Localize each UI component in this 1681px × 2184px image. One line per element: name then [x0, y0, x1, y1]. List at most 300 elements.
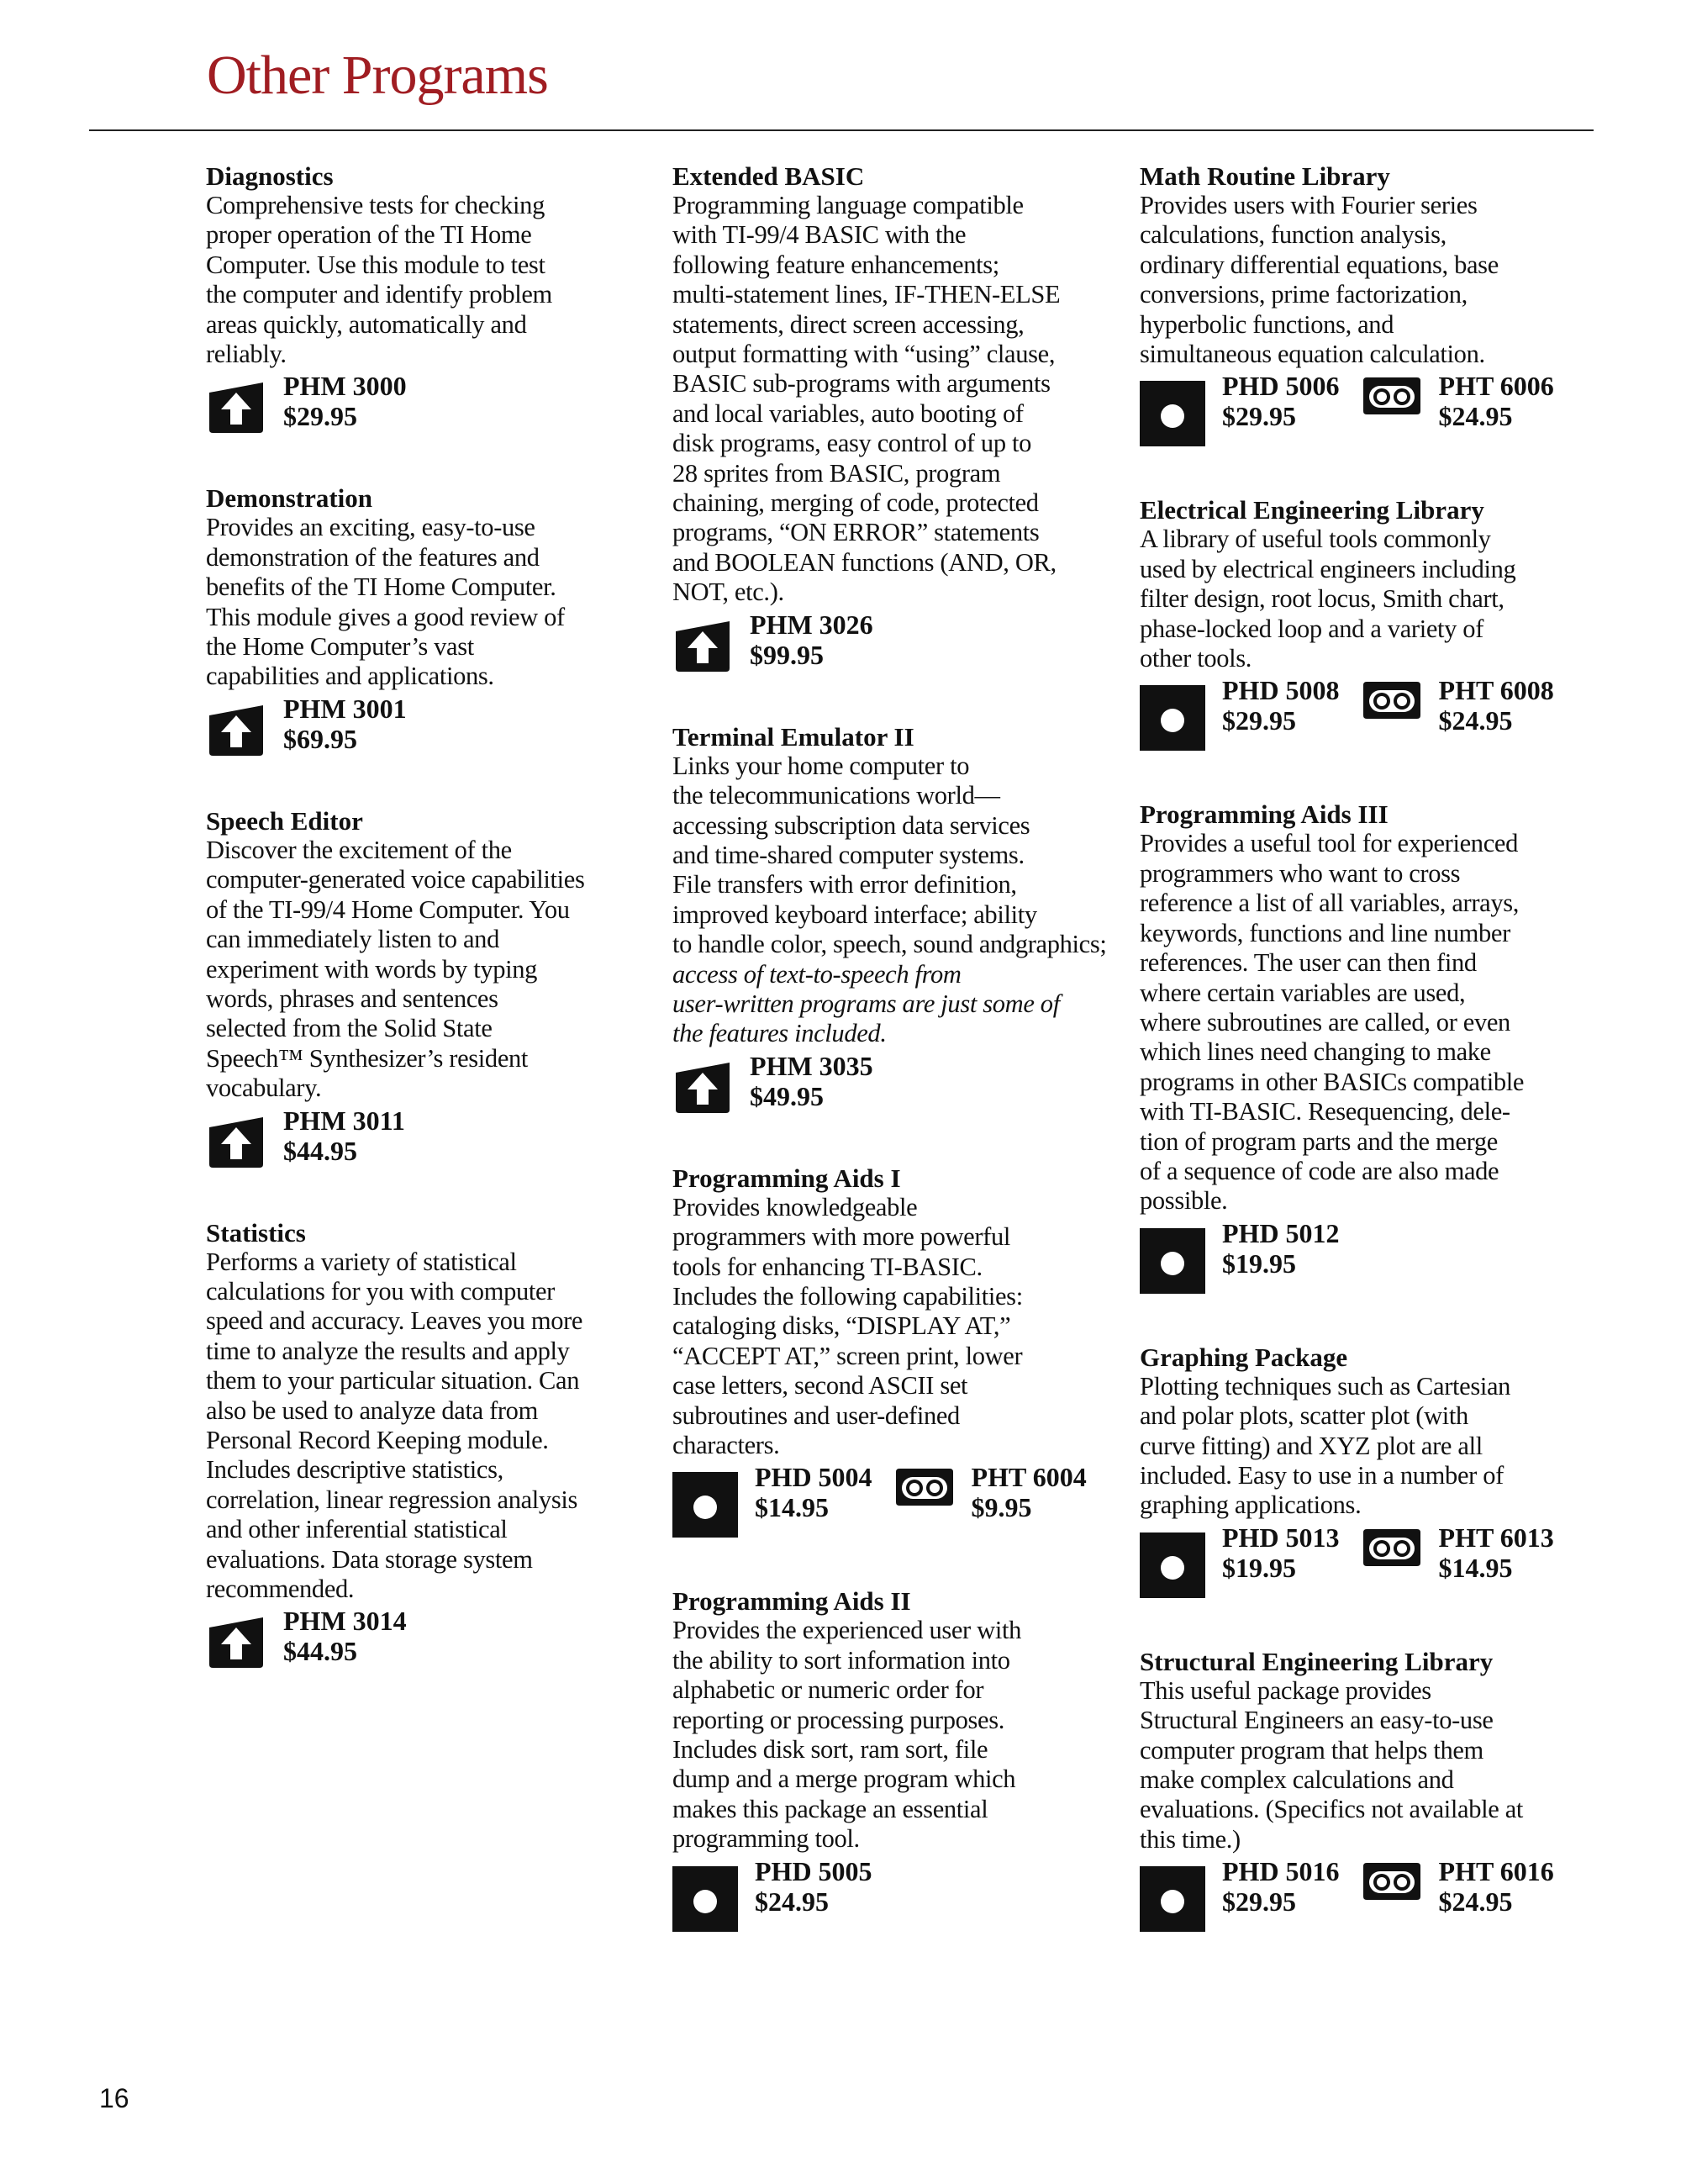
product-list	[1140, 371, 1594, 446]
program-title: Terminal Emulator II	[672, 721, 914, 752]
description-text: capabilities and applications.	[206, 662, 494, 691]
description-text: reporting or processing purposes.	[672, 1705, 1005, 1734]
description-text: where subroutines are called, or even	[1140, 1007, 1510, 1037]
product-info	[1439, 371, 1554, 431]
product-price: $44.95	[283, 1636, 357, 1667]
description-line	[672, 518, 1118, 547]
description-line	[206, 895, 643, 925]
program-entry	[672, 1163, 1118, 1538]
description-text: Comprehensive tests for checking	[206, 191, 545, 219]
description-text: evaluations. Data storage system	[206, 1544, 533, 1574]
product-list	[206, 371, 643, 435]
description-line	[206, 1074, 643, 1103]
product-list	[206, 1105, 643, 1169]
cassette-tape-icon	[1362, 1527, 1422, 1568]
description-text: where certain variables are used,	[1140, 978, 1466, 1007]
program-description	[1140, 191, 1594, 369]
product-code: PHD 5013	[1222, 1522, 1340, 1553]
module-cartridge-icon	[206, 704, 266, 757]
description-text: Includes the following capabilities:	[672, 1281, 1023, 1311]
description-text: disk programs, easy control of up to	[672, 429, 1032, 458]
product-info	[755, 1856, 872, 1917]
description-line	[672, 1342, 1118, 1371]
program-entry	[206, 483, 643, 757]
product-item	[1362, 1856, 1554, 1917]
description-text: Personal Record Keeping module.	[206, 1425, 549, 1454]
product-code: PHM 3014	[283, 1606, 407, 1637]
description-text: Programming language compatible	[672, 191, 1024, 219]
description-line	[1140, 220, 1594, 250]
description-line	[206, 1366, 643, 1395]
product-price: $29.95	[1222, 1886, 1296, 1918]
product-price: $24.95	[1438, 1886, 1513, 1918]
description-line	[1140, 1127, 1594, 1157]
description-text: possible.	[1140, 1186, 1228, 1216]
product-code: PHD 5004	[755, 1462, 872, 1493]
cassette-tape-icon	[1362, 680, 1422, 720]
page-number: 16	[99, 2083, 129, 2113]
module-cartridge-icon	[672, 620, 733, 673]
description-line	[672, 1646, 1118, 1675]
product-info	[283, 1606, 407, 1666]
description-line	[672, 488, 1118, 518]
description-text: and other inferential statistical	[206, 1515, 508, 1544]
description-line	[672, 251, 1118, 280]
description-line	[672, 781, 1118, 810]
product-code: PHM 3000	[283, 371, 407, 402]
product-info	[1222, 675, 1340, 736]
description-line	[1140, 251, 1594, 280]
description-line	[206, 543, 643, 572]
description-line	[206, 603, 643, 632]
description-line	[672, 1795, 1118, 1824]
description-line	[1140, 340, 1594, 369]
description-line	[1140, 979, 1594, 1008]
product-list	[672, 1462, 1118, 1538]
description-text: the ability to sort information into	[672, 1645, 1010, 1675]
description-text: case letters, second ASCII set	[672, 1371, 968, 1401]
product-list	[1140, 1522, 1594, 1598]
description-line	[672, 369, 1118, 398]
description-line	[206, 865, 643, 894]
program-title: Electrical Engineering Library	[1140, 495, 1484, 525]
description-line	[1140, 1097, 1594, 1126]
product-code: PHD 5006	[1222, 371, 1340, 402]
description-line	[672, 1371, 1118, 1401]
cassette-tape-icon	[1362, 376, 1422, 416]
description-text: areas quickly, automatically and	[206, 309, 527, 339]
description-text: tion of program parts and the merge	[1140, 1126, 1498, 1156]
description-text: output formatting with “using” clause,	[672, 340, 1056, 369]
description-text: and time-shared computer systems.	[672, 840, 1025, 869]
product-code: PHM 3026	[750, 609, 873, 640]
product-code: PHD 5008	[1222, 675, 1340, 706]
description-text: programmers with more powerful	[672, 1222, 1010, 1252]
description-line	[672, 841, 1118, 870]
description-line	[206, 1575, 643, 1604]
product-item	[672, 1856, 872, 1932]
description-text: calculations for you with computer	[206, 1276, 555, 1306]
description-line	[1140, 1432, 1594, 1461]
product-price: $24.95	[1438, 401, 1513, 432]
product-price: $99.95	[750, 639, 824, 670]
description-line	[672, 1735, 1118, 1765]
program-entry	[206, 161, 643, 435]
title-divider	[89, 129, 1594, 131]
description-text: references. The user can then find	[1140, 948, 1477, 978]
program-title: Programming Aids I	[672, 1163, 901, 1193]
description-line	[672, 459, 1118, 488]
italic-description-text: access of text-to-speech from	[672, 959, 962, 989]
description-text: A library of useful tools commonly	[1140, 525, 1491, 554]
product-item	[1140, 1522, 1340, 1598]
description-line	[1140, 1008, 1594, 1037]
description-text: Performs a variety of statistical	[206, 1247, 517, 1276]
product-code: PHT 6013	[1438, 1522, 1554, 1553]
description-text: vocabulary.	[206, 1074, 322, 1103]
product-code: PHD 5016	[1222, 1856, 1340, 1887]
description-line	[206, 572, 643, 602]
diskette-icon	[1140, 1532, 1205, 1598]
product-info	[283, 371, 407, 431]
product-info	[972, 1462, 1087, 1522]
column-2	[672, 161, 1118, 1981]
product-code: PHT 6016	[1438, 1856, 1554, 1887]
description-line	[672, 1431, 1118, 1460]
description-line	[1140, 525, 1594, 554]
description-line	[206, 632, 643, 662]
product-item	[1362, 675, 1554, 736]
cassette-tape-icon	[894, 1467, 955, 1507]
diskette-icon	[1140, 381, 1205, 446]
description-text: Provides users with Fourier series	[1140, 191, 1478, 219]
description-text: programming tool.	[672, 1824, 860, 1854]
description-text: proper operation of the TI Home	[206, 220, 532, 250]
description-line	[672, 548, 1118, 578]
product-item	[1140, 371, 1340, 446]
module-cartridge-icon	[672, 1061, 733, 1115]
description-text: evaluations. (Specifics not available at	[1140, 1795, 1524, 1824]
product-item	[1362, 1522, 1554, 1583]
description-line	[672, 930, 1118, 989]
description-text: programmers who want to cross	[1140, 858, 1461, 888]
product-info	[1439, 1522, 1554, 1583]
program-title: Math Routine Library	[1140, 161, 1390, 191]
program-entry	[1140, 1343, 1594, 1598]
description-text: characters.	[672, 1431, 780, 1459]
description-line	[1140, 1706, 1594, 1735]
description-line	[672, 1706, 1118, 1735]
description-text: 28 sprites from BASIC, program	[672, 458, 1001, 488]
product-item	[672, 609, 873, 673]
description-text: conversions, prime factorization,	[1140, 280, 1468, 309]
product-code: PHM 3035	[750, 1050, 873, 1081]
description-line	[206, 1014, 643, 1043]
description-text: graphics;	[1014, 930, 1107, 959]
description-line	[206, 1426, 643, 1455]
description-text: Includes descriptive statistics,	[206, 1455, 503, 1485]
program-title: Speech Editor	[206, 805, 363, 836]
description-text: experiment with words by typing	[206, 954, 538, 984]
description-text: This useful package provides	[1140, 1675, 1431, 1705]
description-line	[206, 1248, 643, 1277]
description-line	[206, 662, 643, 691]
description-text: multi-statement lines, IF-THEN-ELSE	[672, 280, 1061, 309]
description-text: following feature enhancements;	[672, 250, 999, 279]
description-text: the computer and identify problem	[206, 280, 552, 309]
description-text: other tools.	[1140, 644, 1252, 673]
description-line	[672, 310, 1118, 340]
description-line	[206, 251, 643, 280]
product-code: PHD 5012	[1222, 1217, 1340, 1248]
program-description	[672, 752, 1118, 1049]
description-text: Provides the experienced user with	[672, 1616, 1021, 1645]
description-line	[1140, 1490, 1594, 1520]
description-line	[672, 1616, 1118, 1645]
description-line	[206, 1277, 643, 1306]
product-info	[755, 1462, 872, 1522]
description-text: computer program that helps them	[1140, 1735, 1483, 1765]
description-text: of the TI-99/4 Home Computer. You	[206, 894, 570, 924]
description-line	[1140, 555, 1594, 584]
description-line	[1140, 1401, 1594, 1431]
description-text: dump and a merge program which	[672, 1765, 1016, 1794]
description-text: correlation, linear regression analysis	[206, 1485, 577, 1514]
product-info	[1439, 675, 1554, 736]
program-description	[1140, 525, 1594, 673]
description-text: NOT, etc.).	[672, 578, 784, 607]
description-text: Links your home computer to	[672, 751, 970, 780]
description-text: also be used to analyze data from	[206, 1395, 538, 1425]
description-text: the telecommunications world—	[672, 781, 1000, 810]
product-list	[672, 1856, 1118, 1932]
description-line	[672, 220, 1118, 250]
program-title: Programming Aids II	[672, 1586, 911, 1617]
description-text: File transfers with error definition,	[672, 870, 1017, 899]
program-title: Demonstration	[206, 483, 373, 514]
product-code: PHT 6008	[1438, 675, 1554, 706]
description-text: reference a list of all variables, arrays,	[1140, 889, 1520, 918]
description-text: demonstration of the features and	[206, 542, 540, 572]
program-description	[206, 836, 643, 1104]
program-title: Structural Engineering Library	[1140, 1646, 1494, 1676]
product-price: $19.95	[1222, 1552, 1296, 1583]
description-text: with TI-99/4 BASIC with the	[672, 220, 967, 250]
description-line	[672, 989, 1118, 1019]
page-title: Other Programs	[207, 45, 548, 106]
description-line	[672, 1222, 1118, 1252]
column-3	[1140, 161, 1594, 1981]
description-line	[206, 1485, 643, 1515]
product-item	[1140, 1218, 1340, 1294]
description-text: time to analyze the results and apply	[206, 1336, 570, 1365]
description-text: Includes disk sort, ram sort, file	[672, 1735, 988, 1765]
product-price: $29.95	[1222, 705, 1296, 736]
description-text: them to your particular situation. Can	[206, 1366, 580, 1395]
description-line	[206, 1455, 643, 1485]
product-price: $14.95	[755, 1492, 829, 1523]
description-line	[1140, 280, 1594, 309]
product-item	[1140, 675, 1340, 751]
product-list	[206, 694, 643, 757]
description-line	[206, 340, 643, 369]
product-item	[206, 1105, 405, 1169]
description-line	[672, 1253, 1118, 1282]
description-line	[1140, 1461, 1594, 1490]
product-price: $69.95	[283, 723, 357, 754]
program-entry	[206, 1218, 643, 1670]
program-entry	[1140, 799, 1594, 1293]
product-info	[1222, 1856, 1340, 1917]
description-text: and polar plots, scatter plot (with	[1140, 1401, 1468, 1431]
description-text: computer-generated voice capabilities	[206, 865, 585, 894]
product-price: $19.95	[1222, 1248, 1296, 1279]
program-title: Extended BASIC	[672, 161, 865, 191]
product-price: $29.95	[283, 401, 357, 432]
description-text: tools for enhancing TI-BASIC.	[672, 1252, 983, 1281]
product-item	[206, 1606, 407, 1670]
description-text: phase-locked loop and a variety of	[1140, 614, 1484, 643]
module-cartridge-icon	[206, 381, 266, 435]
description-line	[672, 399, 1118, 429]
program-entry	[1140, 495, 1594, 751]
description-line	[206, 1545, 643, 1575]
description-text: the Home Computer’s vast	[206, 632, 474, 662]
module-cartridge-icon	[206, 1616, 266, 1670]
description-line	[1140, 644, 1594, 673]
description-text: Computer. Use this module to test	[206, 250, 545, 279]
description-text: graphing applications.	[1140, 1490, 1362, 1520]
description-line	[1140, 615, 1594, 644]
description-line	[672, 1824, 1118, 1854]
description-text: cataloging disks, “DISPLAY AT,”	[672, 1311, 1011, 1341]
description-line	[672, 900, 1118, 930]
program-title: Diagnostics	[206, 161, 334, 191]
description-text: reliably.	[206, 340, 287, 369]
description-line	[1140, 1186, 1594, 1216]
program-description	[206, 1248, 643, 1605]
product-price: $49.95	[750, 1080, 824, 1111]
product-price: $9.95	[971, 1492, 1032, 1523]
product-code: PHT 6004	[971, 1462, 1087, 1493]
description-text: simultaneous equation calculation.	[1140, 340, 1485, 369]
description-line	[672, 752, 1118, 781]
product-price: $24.95	[1438, 705, 1513, 736]
italic-description-text: the features included.	[672, 1019, 887, 1048]
description-line	[672, 1311, 1118, 1341]
description-text: BASIC sub-programs with arguments	[672, 369, 1051, 398]
diskette-icon	[672, 1866, 738, 1932]
program-entry	[206, 806, 643, 1169]
description-line	[206, 984, 643, 1014]
module-cartridge-icon	[206, 1116, 266, 1169]
product-list	[1140, 1218, 1594, 1294]
description-text: calculations, function analysis,	[1140, 220, 1447, 250]
description-line	[206, 1306, 643, 1336]
description-line	[1140, 919, 1594, 948]
description-line	[1140, 584, 1594, 614]
description-text: filter design, root locus, Smith chart,	[1140, 584, 1504, 614]
description-text: subroutines and user-defined	[672, 1401, 960, 1430]
description-line	[1140, 310, 1594, 340]
description-line	[672, 578, 1118, 607]
description-text: which lines need changing to make	[1140, 1037, 1491, 1067]
product-item	[1140, 1856, 1340, 1932]
product-info	[750, 609, 873, 670]
description-text: “ACCEPT AT,” screen print, lower	[672, 1341, 1023, 1370]
italic-description-text: user-written programs are just some of	[672, 989, 1060, 1018]
description-line	[1140, 1068, 1594, 1097]
description-line	[1140, 191, 1594, 220]
description-line	[672, 340, 1118, 369]
description-text: This module gives a good review of	[206, 602, 565, 631]
product-item	[672, 1051, 873, 1115]
description-text: Discover the excitement of the	[206, 835, 512, 864]
description-text: this time.)	[1140, 1824, 1241, 1854]
description-text: keywords, functions and line number	[1140, 918, 1510, 947]
description-text: speed and accuracy. Leaves you more	[206, 1306, 583, 1336]
description-line	[672, 1193, 1118, 1222]
description-line	[1140, 859, 1594, 889]
product-item	[894, 1462, 1087, 1522]
product-info	[750, 1051, 873, 1111]
description-text: Speech™ Synthesizer’s resident	[206, 1043, 529, 1073]
program-entry	[1140, 1647, 1594, 1932]
description-line	[672, 191, 1118, 220]
description-line	[206, 1515, 643, 1544]
description-text: hyperbolic functions, and	[1140, 309, 1394, 339]
product-item	[1362, 371, 1554, 431]
program-description	[1140, 829, 1594, 1216]
description-line	[206, 1044, 643, 1074]
product-code: PHT 6006	[1438, 371, 1554, 402]
description-text: Provides an exciting, easy-to-use	[206, 513, 535, 542]
description-line	[1140, 1676, 1594, 1706]
description-line	[672, 1765, 1118, 1794]
description-line	[206, 220, 643, 250]
program-entry	[672, 722, 1118, 1115]
description-text: and BOOLEAN functions (AND, OR,	[672, 547, 1057, 577]
description-text: to handle color, speech, sound and	[672, 930, 1015, 959]
description-line	[206, 191, 643, 220]
description-text: makes this package an essential	[672, 1794, 988, 1823]
description-line	[1140, 889, 1594, 918]
program-description	[672, 1193, 1118, 1461]
description-line	[206, 1337, 643, 1366]
description-text: and local variables, auto booting of	[672, 398, 1024, 428]
description-text: Plotting techniques such as Cartesian	[1140, 1371, 1511, 1401]
description-line	[206, 280, 643, 309]
program-description	[1140, 1676, 1594, 1854]
description-text: Structural Engineers an easy-to-use	[1140, 1706, 1494, 1735]
product-info	[283, 1105, 405, 1166]
description-text: statements, direct screen accessing,	[672, 309, 1025, 339]
description-line	[206, 955, 643, 984]
program-entry	[672, 161, 1118, 673]
description-line	[1140, 948, 1594, 978]
diskette-icon	[1140, 1866, 1205, 1932]
description-line	[1140, 1825, 1594, 1854]
description-line	[672, 1019, 1118, 1048]
description-text: chaining, merging of code, protected	[672, 488, 1039, 518]
description-text: with TI-BASIC. Resequencing, dele-	[1140, 1097, 1510, 1126]
description-text: improved keyboard interface; ability	[672, 899, 1037, 929]
product-info	[1439, 1856, 1554, 1917]
description-line	[206, 513, 643, 542]
program-entry	[672, 1586, 1118, 1931]
product-price: $29.95	[1222, 401, 1296, 432]
cassette-tape-icon	[1362, 1861, 1422, 1902]
